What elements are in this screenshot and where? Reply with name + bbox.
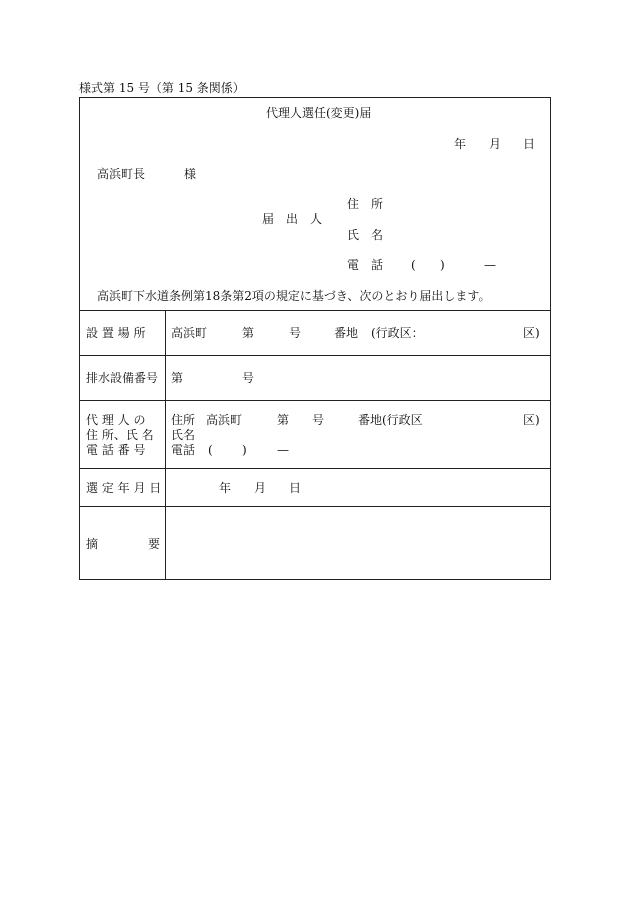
location-label: 設 置 場 所: [86, 326, 146, 340]
row-divider: [79, 400, 551, 401]
summary-label-right: 要: [148, 537, 161, 551]
selection-date-day: 日: [289, 481, 302, 495]
agent-town: 高浜町: [206, 413, 243, 427]
agent-address-label: 住所: [171, 413, 196, 427]
drainage-go: 号: [242, 371, 255, 385]
form-title: 代理人選任(変更)届: [266, 106, 372, 120]
form-number-label: 様式第 15 号（第 15 条関係）: [79, 81, 245, 95]
applicant-name-label: 氏 名: [347, 228, 384, 242]
location-town: 高浜町: [171, 326, 208, 340]
selection-date-year: 年: [219, 481, 232, 495]
date-day: 日: [523, 137, 536, 151]
applicant-address-label: 住 所: [347, 197, 384, 211]
row-divider: [79, 506, 551, 507]
agent-label-line3: 電 話 番 号: [86, 443, 146, 457]
location-banchi: 番地: [334, 326, 359, 340]
applicant-phone-paren-open: (: [411, 258, 416, 272]
applicant-label: 届 出 人: [262, 212, 323, 226]
agent-ku: 区): [523, 413, 540, 427]
row-divider: [79, 355, 551, 356]
date-month: 月: [489, 137, 502, 151]
agent-phone-paren-close: ): [242, 443, 247, 457]
applicant-phone-dash: —: [484, 258, 496, 272]
agent-phone-paren-open: (: [208, 443, 213, 457]
agent-dai: 第: [277, 413, 290, 427]
applicant-phone-label: 電 話: [347, 258, 384, 272]
selection-date-label: 選 定 年 月 日: [86, 481, 162, 495]
agent-name-label: 氏名: [171, 428, 196, 442]
agent-go: 号: [312, 413, 325, 427]
location-ku: 区): [523, 326, 540, 340]
summary-field[interactable]: [167, 508, 549, 578]
row-divider: [79, 310, 551, 311]
location-district-open: (行政区：: [371, 326, 424, 340]
agent-label-line2: 住 所、氏 名: [86, 428, 154, 442]
summary-label-left: 摘: [86, 537, 99, 551]
agent-label-line1: 代 理 人 の: [86, 413, 146, 427]
agent-phone-dash: —: [277, 443, 289, 457]
addressee-mayor: 高浜町長: [97, 167, 146, 181]
column-divider: [165, 310, 166, 580]
drainage-label: 排水設備番号: [86, 371, 159, 385]
statement-text: 高浜町下水道条例第18条第2項の規定に基づき、次のとおり届出します。: [97, 289, 491, 303]
addressee-honorific: 様: [184, 167, 197, 181]
location-go: 号: [289, 326, 302, 340]
applicant-phone-paren-close: ): [440, 258, 445, 272]
row-divider: [79, 468, 551, 469]
agent-banchi-district: 番地(行政区: [358, 413, 423, 427]
agent-phone-label: 電話: [171, 443, 196, 457]
date-year: 年: [454, 137, 467, 151]
drainage-dai: 第: [171, 371, 184, 385]
location-dai: 第: [242, 326, 255, 340]
selection-date-month: 月: [254, 481, 267, 495]
